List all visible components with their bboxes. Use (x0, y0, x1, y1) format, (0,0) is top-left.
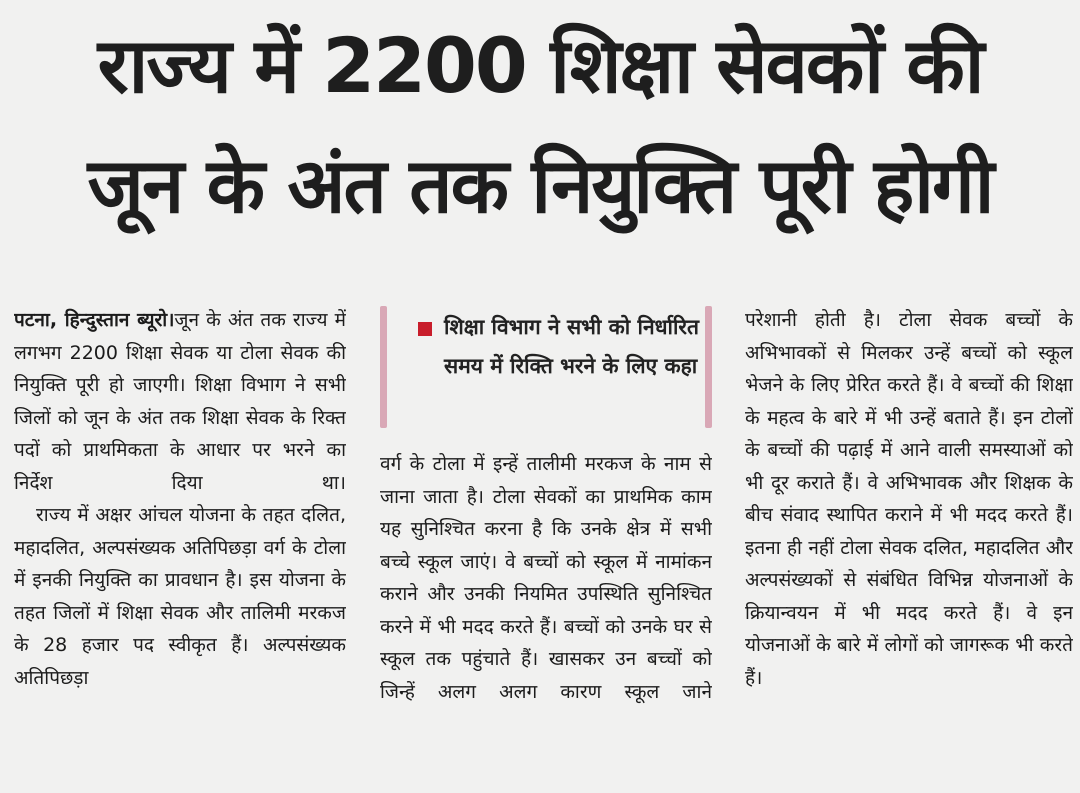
pull-quote-right-bar (705, 306, 712, 428)
article-paragraph: वर्ग के टोला में इन्हें तालीमी मरकज के नाम से जाना जाता है। टोला सेवकों का प्राथमिक काम यह सुनिश्चित करना है कि उनके क्षेत्र में सभी बच्चे स्कूल जाएं। वे बच्चों को स्कूल में नामांकन कराने और उनकी नियमित उपस्थिति सुनिश्चित करने में भी मदद करते हैं। बच्चों को उनके घर से स्कूल तक पहुंचाते हैं। खासकर उन बच्चों को जिन्हें अलग अलग कारण स्कूल जाने (380, 453, 712, 703)
pull-quote (380, 306, 712, 428)
article-paragraph: परेशानी होती है। टोला सेवक बच्चों के अभिभावकों से मिलकर उन्हें बच्चों को स्कूल भेजने के लिए प्रेरित करते हैं। वे बच्चों की शिक्षा के महत्व के बारे में भी उन्हें बताते हैं। इन टोलों के बच्चों की पढ़ाई में आने वाली समस्याओं को भी दूर कराते हैं। वे अभिभावक और शिक्षक के बीच संवाद स्थापित कराने में भी मदद करते हैं। इतना ही नहीं टोला सेवक दलित, महादलित और अल्पसंख्यकों से संबंधित विभिन्न योजनाओं के क्रियान्वयन में भी मदद करते हैं। वे इन योजनाओं के बारे में लोगों को जागरूक भी करते हैं। (745, 309, 1073, 689)
article-paragraph (14, 304, 346, 499)
article-column-1 (14, 304, 346, 790)
pull-quote-left-bar (380, 306, 387, 428)
article-column-3 (745, 304, 1073, 790)
dateline: पटना, हिन्दुस्तान ब्यूरो। (14, 309, 175, 331)
headline-line-1: राज्य में 2200 शिक्षा सेवकों की (97, 21, 983, 110)
pull-quote-text: शिक्षा विभाग ने सभी को निर्धारित समय में रिक्ति भरने के लिए कहा (444, 315, 699, 378)
article-column-2 (380, 448, 712, 790)
headline-line-2: जून के अंत तक नियुक्ति पूरी होगी (87, 141, 993, 230)
red-square-bullet-icon (418, 322, 432, 336)
paragraph-text: जून के अंत तक राज्य में लगभग 2200 शिक्षा सेवक या टोला सेवक की नियुक्ति पूरी हो जाएगी। शिक्षा विभाग ने सभी जिलों को जून के अंत तक शिक्षा सेवक के रिक्त पदों को प्राथमिकता के आधार पर भरने का निर्देश दिया था। (14, 309, 346, 494)
article-paragraph: राज्य में अक्षर आंचल योजना के तहत दलित, महादलित, अल्पसंख्यक अतिपिछड़ा वर्ग के टोला में इनकी नियुक्ति का प्रावधान है। इस योजना के तहत जिलों में शिक्षा सेवक और तालिमी मरकज के 28 हजार पद स्वीकृत हैं। अल्पसंख्यक अतिपिछड़ा (14, 504, 346, 689)
